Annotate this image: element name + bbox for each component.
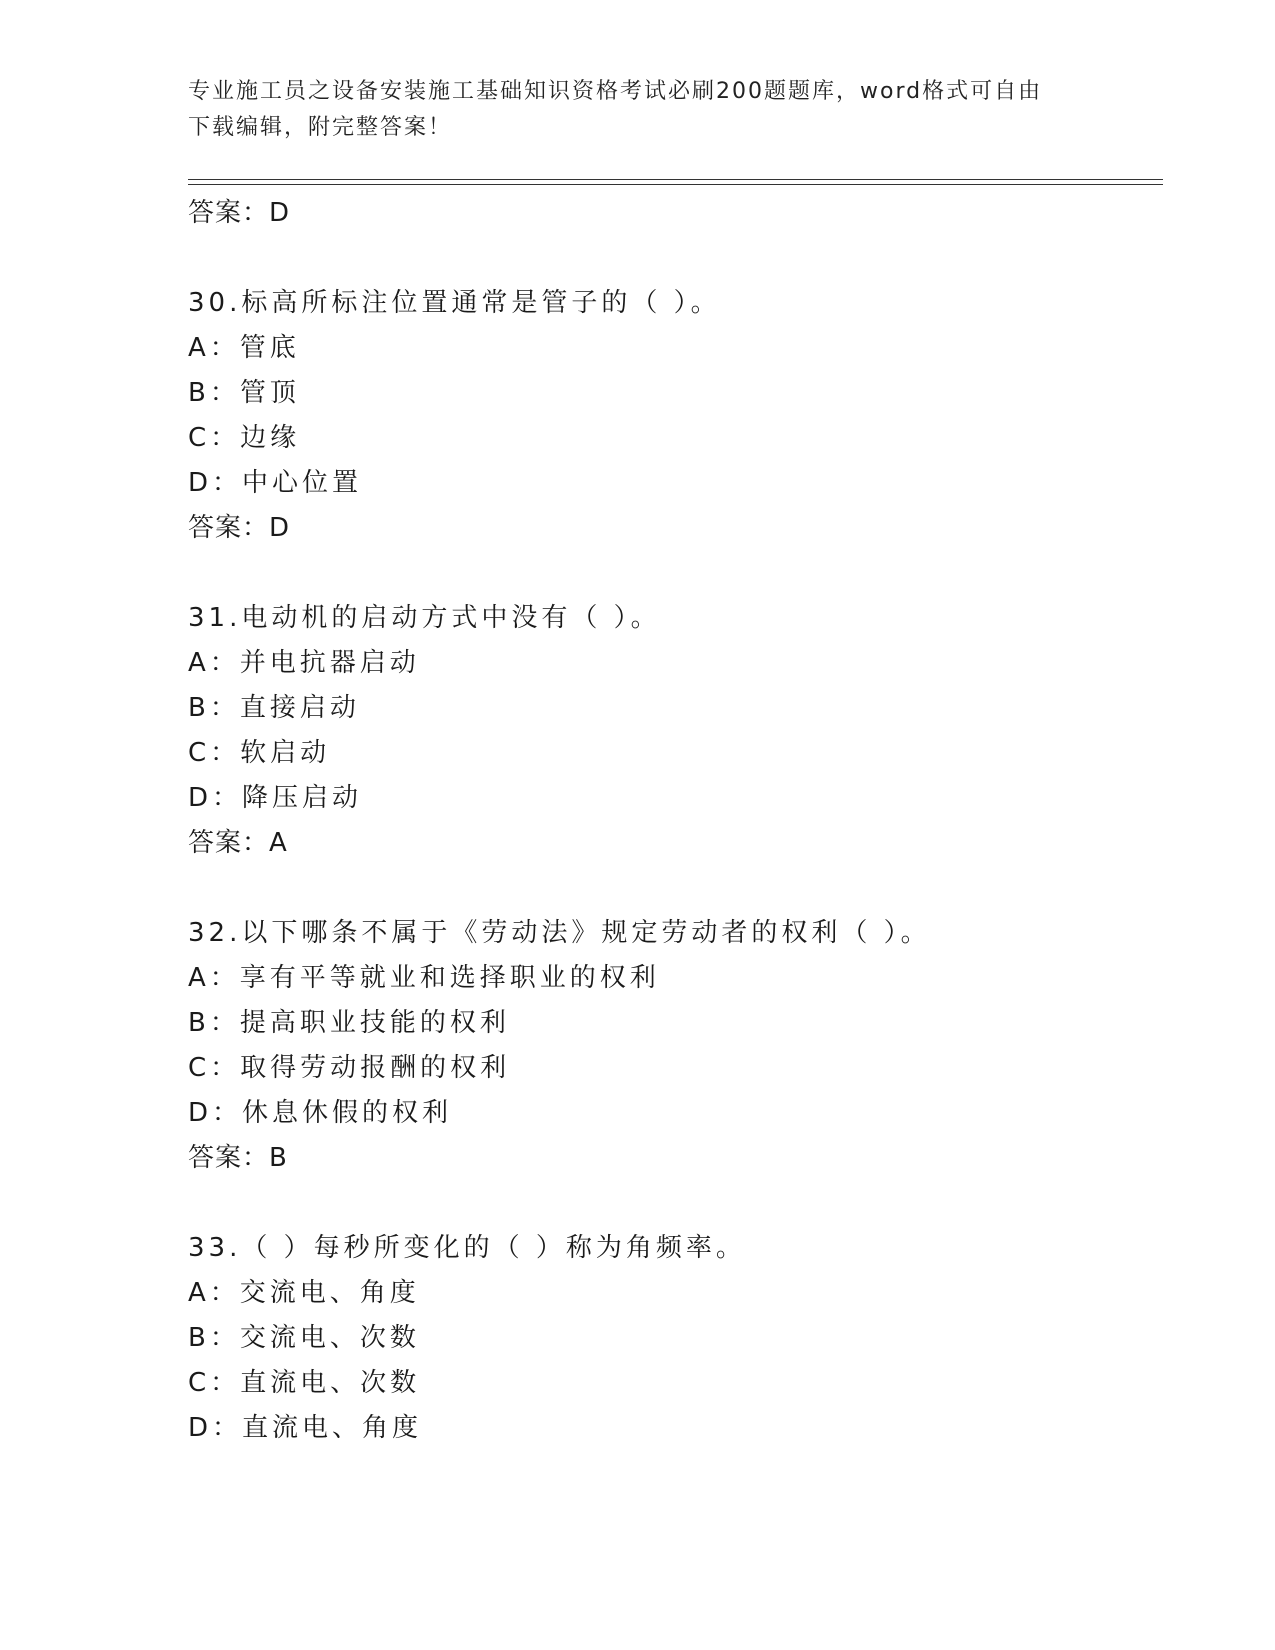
option-c: C：取得劳动报酬的权利 <box>188 1053 511 1083</box>
option-a: A：并电抗器启动 <box>188 648 420 678</box>
answer-line: 答案：D <box>188 198 291 228</box>
option-a: A：享有平等就业和选择职业的权利 <box>188 963 660 993</box>
option-c: C：软启动 <box>188 738 331 768</box>
header-line-2: 下载编辑，附完整答案！ <box>188 115 453 140</box>
option-d: D：直流电、角度 <box>188 1413 423 1443</box>
header-divider-top <box>188 179 1163 180</box>
option-b: B：管顶 <box>188 378 300 408</box>
header-divider-bottom <box>188 184 1163 185</box>
question-stem: 31.电动机的启动方式中没有（ ）。 <box>188 603 661 633</box>
option-c: C：直流电、次数 <box>188 1368 421 1398</box>
option-a: A：管底 <box>188 333 300 363</box>
answer-line: 答案：B <box>188 1143 288 1173</box>
header-line-1: 专业施工员之设备安装施工基础知识资格考试必刷200题题库，word格式可自由 <box>188 79 1043 104</box>
option-b: B：提高职业技能的权利 <box>188 1008 510 1038</box>
option-b: B：直接启动 <box>188 693 360 723</box>
question-stem: 32.以下哪条不属于《劳动法》规定劳动者的权利（ ）。 <box>188 918 931 948</box>
option-b: B：交流电、次数 <box>188 1323 420 1353</box>
answer-line: 答案：D <box>188 513 291 543</box>
option-d: D：中心位置 <box>188 468 363 498</box>
document-header <box>188 74 1088 146</box>
option-d: D：降压启动 <box>188 783 363 813</box>
question-stem: 30.标高所标注位置通常是管子的（ ）。 <box>188 288 721 318</box>
question-stem: 33.（ ）每秒所变化的（ ）称为角频率。 <box>188 1233 746 1263</box>
answer-line: 答案：A <box>188 828 288 858</box>
option-d: D：休息休假的权利 <box>188 1098 453 1128</box>
option-a: A：交流电、角度 <box>188 1278 420 1308</box>
option-c: C：边缘 <box>188 423 301 453</box>
